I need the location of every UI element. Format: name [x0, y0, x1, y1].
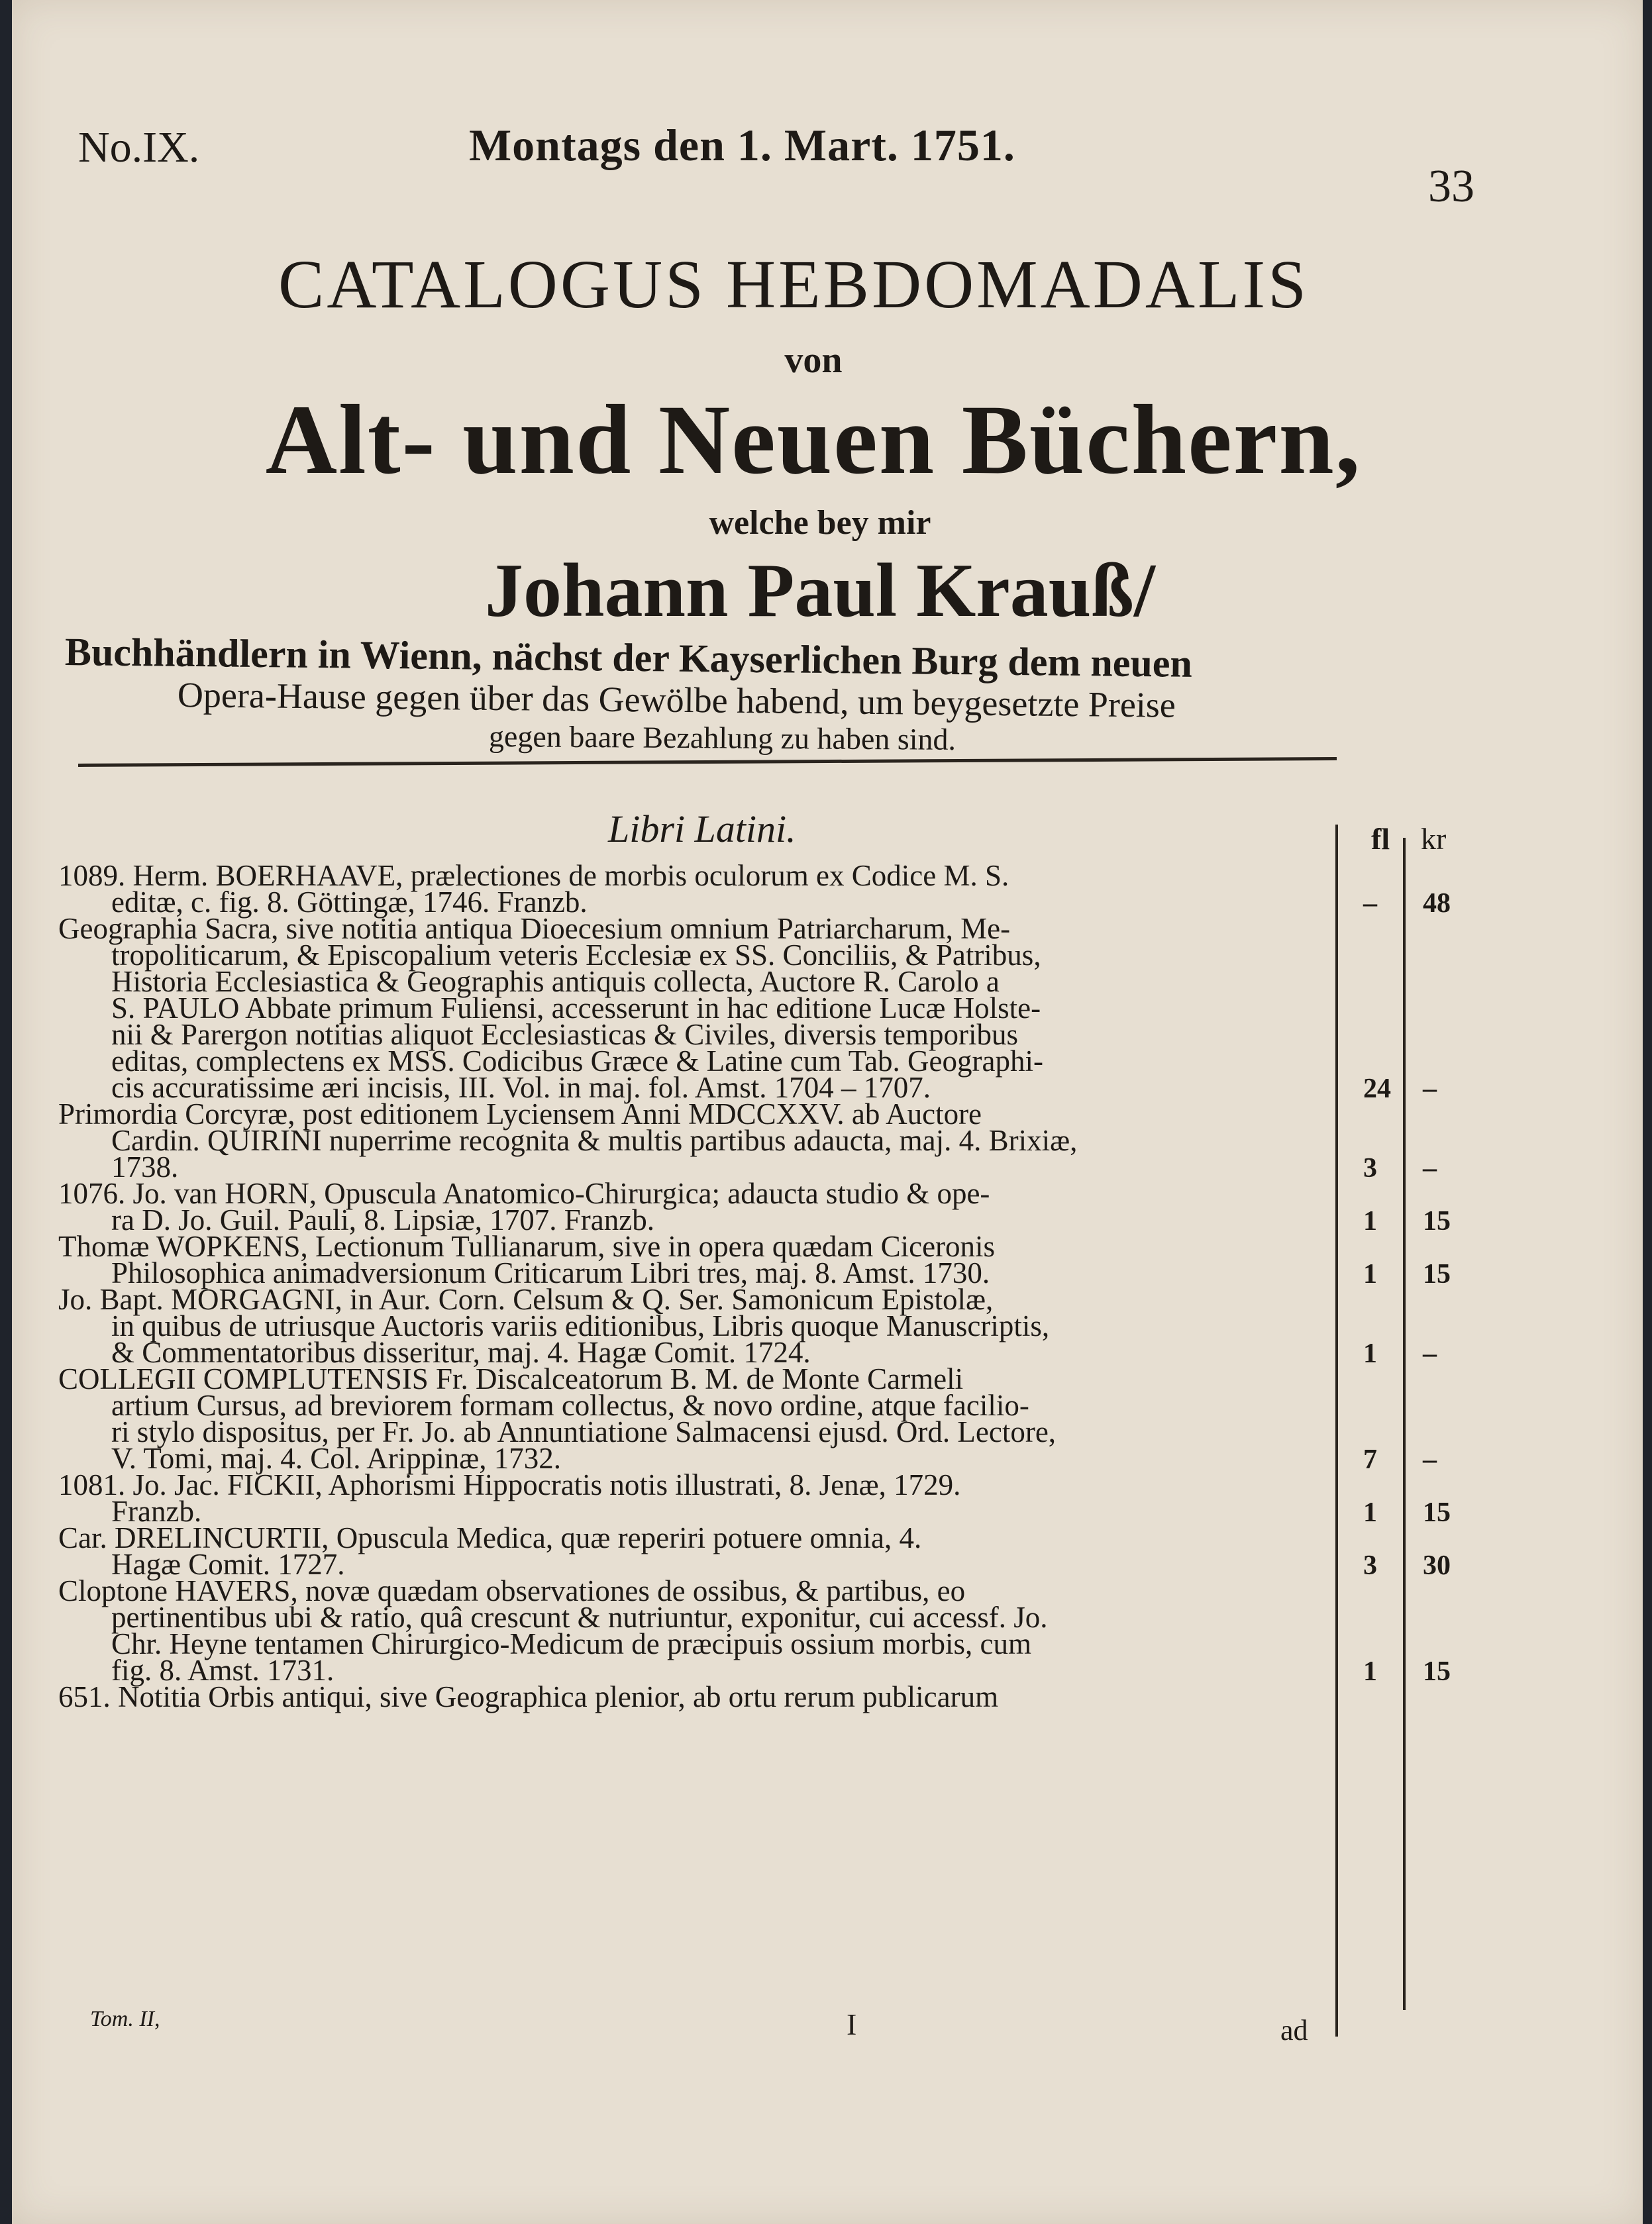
catalogue-entry	[58, 1468, 1350, 1528]
catchword-tom: Tom. II,	[90, 2007, 160, 2031]
entry-line: artium Cursus, ad breviorem formam collectus, & novo ordine, atque facilio-	[111, 1389, 1029, 1422]
price-florin: 1	[1363, 1339, 1377, 1369]
price-florin: 1	[1363, 1259, 1377, 1289]
price-kreuzer: 15	[1423, 1497, 1451, 1528]
entry-line: & Commentatoribus disseritur, maj. 4. Hagæ Comit. 1724.	[111, 1336, 811, 1369]
payment-terms: gegen baare Bezahlung zu haben sind.	[488, 719, 956, 756]
page-number: 33	[1428, 161, 1474, 212]
entry-line: ra D. Jo. Guil. Pauli, 8. Lipsiæ, 1707. Franzb.	[111, 1203, 654, 1237]
entry-line: fig. 8. Amst. 1731.	[111, 1654, 335, 1687]
price-kreuzer: 30	[1423, 1550, 1451, 1581]
entry-line: pertinentibus ubi & ratio, quâ crescunt & nutriuntur, exponitur, cui accessf. Jo.	[111, 1601, 1048, 1634]
entry-line: 1076. Jo. van HORN, Opuscula Anatomico-Chirurgica; adaucta studio & ope-	[58, 1177, 990, 1210]
entry-line: in quibus de utriusque Auctoris variis editionibus, Libris quoque Manuscriptis,	[111, 1309, 1050, 1342]
catalogue-entry	[58, 1177, 1350, 1237]
entry-line: Franzb.	[111, 1495, 202, 1528]
column-rule-right	[1403, 838, 1406, 2010]
catalogue-entry	[58, 912, 1350, 1104]
price-kreuzer: –	[1423, 1074, 1437, 1104]
signature-mark: I	[847, 2007, 857, 2041]
price-kreuzer: 15	[1423, 1656, 1451, 1687]
title-von: von	[784, 340, 843, 381]
entry-line: Historia Ecclesiastica & Geographis antiquis collecta, Auctore R. Carolo a	[111, 965, 1000, 998]
price-kreuzer: 15	[1423, 1206, 1451, 1237]
bookseller-address-cont: Opera-Hause gegen über das Gewölbe habend, um beygesetzte Preise	[177, 675, 1176, 725]
entry-line: 1089. Herm. BOERHAAVE, prælectiones de morbis oculorum ex Codice M. S.	[58, 859, 1009, 892]
catalogue-entry	[58, 1362, 1350, 1475]
entry-line: editas, complectens ex MSS. Codicibus Græce & Latine cum Tab. Geographi-	[111, 1044, 1043, 1078]
bookseller-address: Buchhändlern in Wienn, nächst der Kayserlichen Burg dem neuen	[64, 630, 1193, 685]
catalogue-entry	[58, 1230, 1350, 1289]
entry-line: Primordia Corcyræ, post editionem Lyciensem Anni MDCCXXV. ab Auctore	[58, 1097, 982, 1131]
issue-date: Montags den 1. Mart. 1751.	[469, 120, 1015, 170]
entry-line: Geographia Sacra, sive notitia antiqua Dioecesium omnium Patriarcharum, Me-	[58, 912, 1011, 945]
entry-line: Cardin. QUIRINI nuperrime recognita & multis partibus adaucta, maj. 4. Brixiæ,	[111, 1124, 1078, 1157]
entry-line: cis accuratissime æri incisis, III. Vol. in maj. fol. Amst. 1704 – 1707.	[111, 1071, 931, 1104]
price-kreuzer: –	[1423, 1339, 1437, 1369]
price-kreuzer: –	[1423, 1444, 1437, 1475]
entry-line: tropoliticarum, & Episcopalium veteris Ecclesiæ ex SS. Conciliis, & Patribus,	[111, 938, 1041, 972]
entry-line: nii & Parergon notitias aliquot Ecclesiasticas & Civiles, diversis temporibus	[111, 1018, 1018, 1051]
entry-line: Jo. Bapt. MORGAGNI, in Aur. Corn. Celsum & Q. Ser. Samonicum Epistolæ,	[58, 1283, 994, 1316]
catalogue-entry	[58, 1097, 1350, 1184]
entry-line: 1081. Jo. Jac. FICKII, Aphorismi Hippocratis notis illustrati, 8. Jenæ, 1729.	[58, 1468, 961, 1501]
title-subject: Alt- und Neuen Büchern,	[265, 385, 1362, 495]
entry-line: 651. Notitia Orbis antiqui, sive Geographica plenior, ab ortu rerum publicarum	[58, 1680, 999, 1713]
entry-list	[58, 859, 1350, 1713]
price-kreuzer: –	[1423, 1153, 1437, 1184]
section-heading: Libri Latini.	[608, 807, 796, 850]
catalogue-entry	[58, 1521, 1350, 1581]
entry-line: Thomæ WOPKENS, Lectionum Tullianarum, sive in opera quædam Ciceronis	[58, 1230, 996, 1263]
entry-line: COLLEGII COMPLUTENSIS Fr. Discalceatorum B. M. de Monte Carmeli	[58, 1362, 964, 1395]
catalogue-title: CATALOGUS HEBDOMADALIS	[278, 246, 1309, 323]
issue-number: No.IX.	[78, 123, 200, 172]
catalogue-entry	[58, 1283, 1350, 1369]
catalogue-entry	[58, 859, 1350, 919]
entry-line: S. PAULO Abbate primum Fuliensi, accesserunt in hac editione Lucæ Holste-	[111, 991, 1041, 1025]
entry-line: ri stylo dispositus, per Fr. Jo. ab Annuntiatione Salmacensi ejusd. Ord. Lectore,	[111, 1415, 1057, 1448]
price-florin: 1	[1363, 1206, 1377, 1237]
column-header-fl: fl	[1371, 822, 1390, 856]
price-florin: 1	[1363, 1497, 1377, 1528]
price-kreuzer: 48	[1423, 888, 1451, 919]
price-florin: 24	[1363, 1074, 1391, 1104]
catalogue-page	[12, 0, 1643, 2224]
catalogue-entry	[58, 1574, 1350, 1687]
catalogue-entry	[58, 1680, 1350, 1713]
price-kreuzer: 15	[1423, 1259, 1451, 1289]
entry-line: 1738.	[111, 1150, 179, 1184]
entry-line: Philosophica animadversionum Criticarum Libri tres, maj. 8. Amst. 1730.	[111, 1256, 990, 1289]
title-welche: welche bey mir	[709, 504, 931, 542]
entry-line: editæ, c. fig. 8. Göttingæ, 1746. Franzb.	[111, 885, 588, 919]
price-florin: –	[1363, 888, 1377, 919]
price-florin: 3	[1363, 1550, 1377, 1581]
entry-line: Cloptone HAVERS, novæ quædam observationes de ossibus, & partibus, eo	[58, 1574, 966, 1607]
entry-line: Chr. Heyne tentamen Chirurgico-Medicum de præcipuis ossium morbis, cum	[111, 1627, 1031, 1660]
price-florin: 3	[1363, 1153, 1377, 1184]
header-divider	[78, 757, 1337, 767]
catchword-ad: ad	[1280, 2014, 1308, 2047]
price-florin: 7	[1363, 1444, 1377, 1475]
entry-line: Car. DRELINCURTII, Opuscula Medica, quæ reperiri potuere omnia, 4.	[58, 1521, 922, 1554]
bookseller-name: Johann Paul Krauß/	[484, 548, 1156, 633]
column-header-kr: kr	[1421, 822, 1447, 856]
entry-line: Hagæ Comit. 1727.	[111, 1548, 345, 1581]
price-florin: 1	[1363, 1656, 1377, 1687]
entry-line: V. Tomi, maj. 4. Col. Arippinæ, 1732.	[111, 1442, 561, 1475]
